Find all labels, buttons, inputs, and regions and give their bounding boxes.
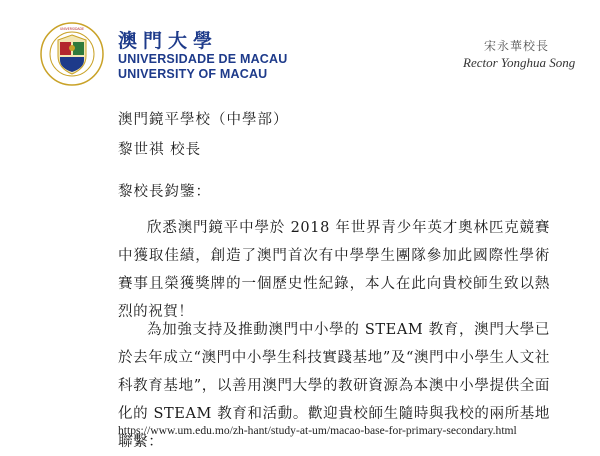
paragraph-congratulations: 欣悉澳門鏡平中學於 2018 年世界青少年英才奧林匹克競賽中獲取佳績，創造了澳門首次有中學學生團隊參加此國際性學術賽事且榮獲獎牌的一個歷史性紀錄，本人在此向貴校師生致以熱烈的祝賀！ xyxy=(118,220,550,320)
university-name-english: UNIVERSITY OF MACAU xyxy=(118,67,268,81)
university-name-chinese: 澳門大學 xyxy=(118,30,219,52)
university-name-portuguese: UNIVERSIDADE DE MACAU xyxy=(118,52,288,66)
rector-name-english: Rector Yonghua Song xyxy=(463,55,576,70)
paragraph-steam-education: 為加強支持及推動澳門中小學的 STEAM 教育，澳門大學已於去年成立“澳門中小學生科技實踐基地”及“澳門中小學生人文社科教育基地”，以善用澳門大學的教研資源為本澳中小學提供全面化的 STEAM 教育和活動。歡迎貴校師生隨時與我校的兩所基地聯繫： xyxy=(118,322,550,450)
recipient-school: 澳門鏡平學校（中學部） xyxy=(118,112,289,128)
recipient-principal: 黎世祺 校長 xyxy=(118,142,202,158)
university-seal-icon xyxy=(40,22,104,86)
rector-name-chinese: 宋永華校長 xyxy=(484,39,550,53)
salutation: 黎校長鈞鑒： xyxy=(118,184,211,200)
svg-text:UNIVERSIDADE: UNIVERSIDADE xyxy=(59,27,85,31)
base-website-link[interactable]: https://www.um.edu.mo/zh-hant/study-at-um/macao-base-for-primary-secondary.html xyxy=(118,424,517,437)
